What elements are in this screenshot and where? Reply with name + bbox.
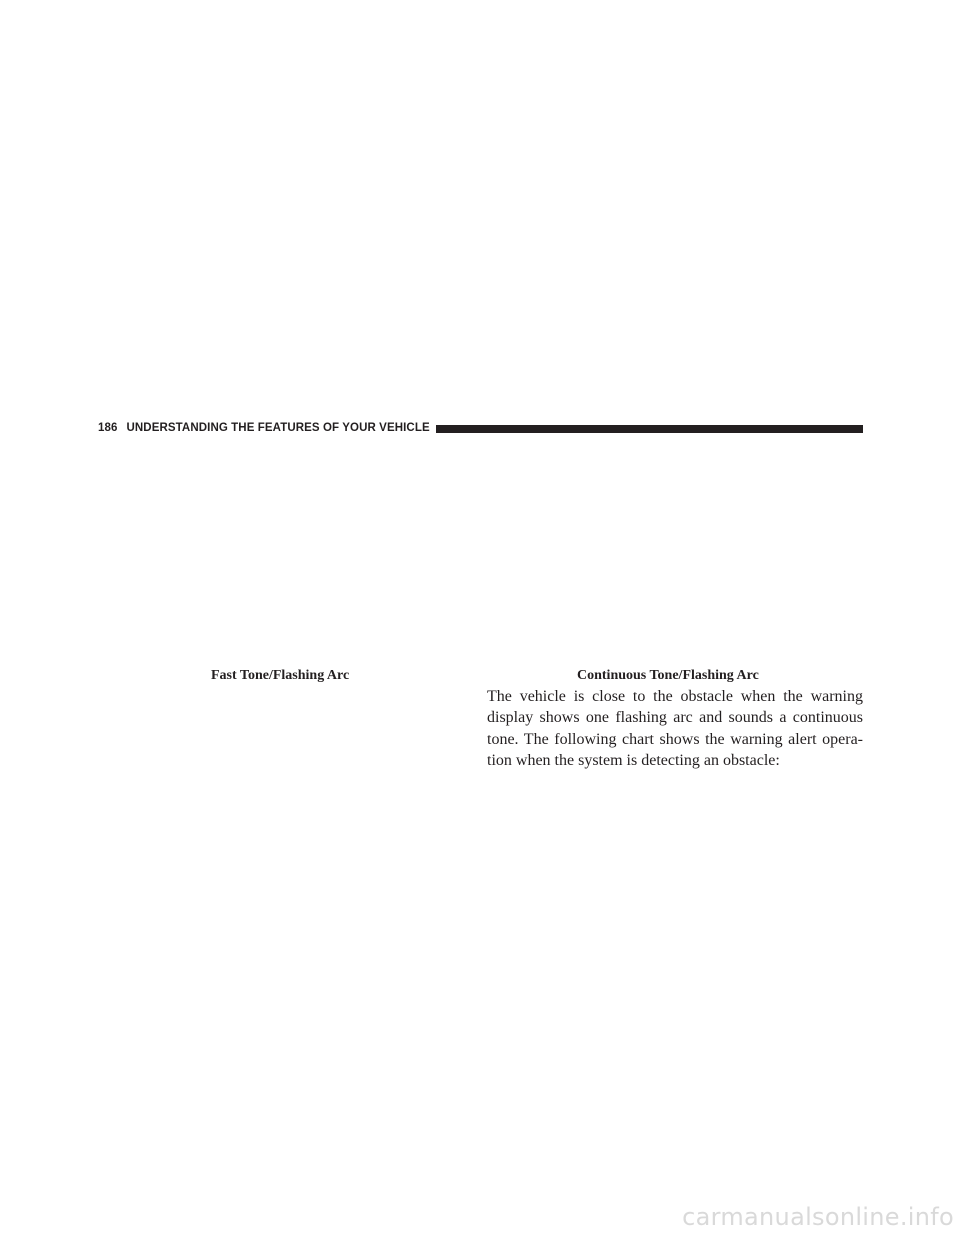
page-number: 186 bbox=[98, 422, 118, 434]
figure-caption-fast-tone: Fast Tone/Flashing Arc bbox=[211, 668, 350, 683]
header-rule bbox=[436, 425, 863, 433]
body-paragraph: The vehicle is close to the obstacle when the warning display shows one flashing arc and sounds a continuous tone. The following chart shows the warning alert opera- tion when the system is detecting an obstacle: bbox=[487, 688, 863, 769]
page-header bbox=[98, 418, 863, 438]
site-watermark: carmanualsonline.info bbox=[682, 1203, 954, 1231]
section-title: UNDERSTANDING THE FEATURES OF YOUR VEHICLE bbox=[126, 422, 430, 434]
figure-caption-continuous-tone: Continuous Tone/Flashing Arc bbox=[577, 668, 759, 683]
